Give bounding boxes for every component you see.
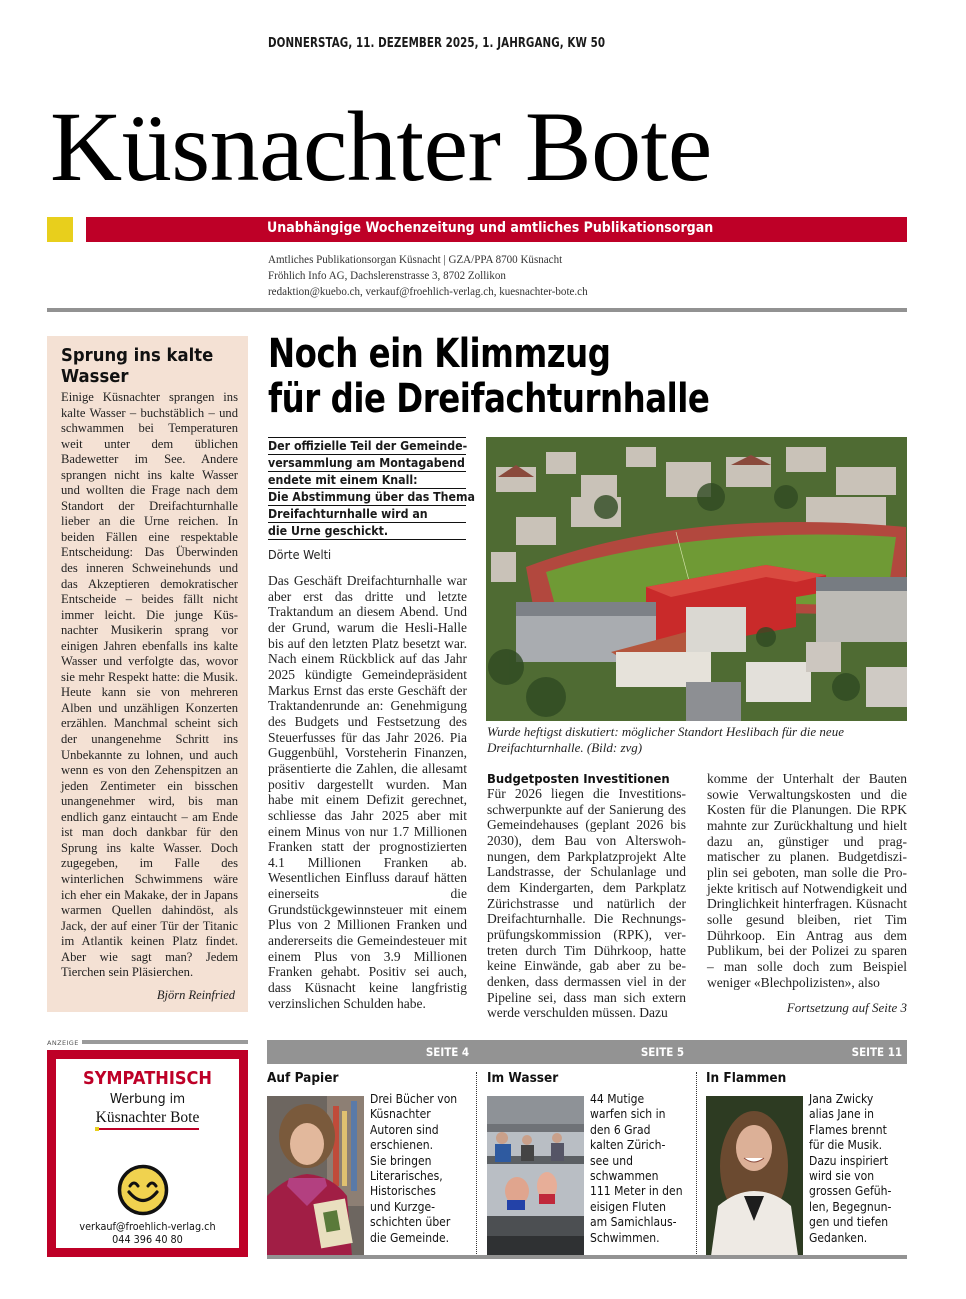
ad-contact (63, 1221, 231, 1246)
ad-subline: Werbung im (109, 1091, 186, 1107)
teaser-in-flammen[interactable] (706, 1070, 916, 1256)
teaser-title: In Flammen (706, 1070, 787, 1086)
teaser-bar (267, 1040, 907, 1064)
newspaper-title: Küsnachter Bote (50, 91, 712, 202)
sidebar-title: Sprung ins kalte Wasser (61, 346, 214, 387)
imprint-contacts[interactable]: redaktion@kuebo.ch, verkauf@froehlich-verlag.ch, kuesnachter-bote.ch (268, 284, 588, 298)
teaser-text: 44 Mutige warfen sich in den 6 Grad kalten Zürich- see und schwammen 111 Meter in den eisigen Fluten am Samichlaus- Schwimmen. (590, 1092, 683, 1245)
main-headline[interactable]: Noch ein Klimmzug für die Dreifachturnhalle (268, 331, 710, 422)
teaser-photo (706, 1096, 803, 1256)
teaser-divider (476, 1072, 477, 1256)
article-column-1: Das Geschäft Dreifachturnhalle war aber erst das dritte und letzte Traktandum an diesem Abend. Und der Grund, warum die Hesli-Halle bis auf den letzten Platz besetzt war. Nach einem Rückblick auf das Jahr 2025 kündigte Gemeindepräsident Markus Ernst das erste Geschäft der Traktandenrunde an: Genehmigung des Budgets und Festsetzung des Steuerfusses für das Jahr 2026. Pia Guggenbühl, Vorsteherin Finanzen, präsentierte die Zahlen, die allesamt positiv dargestellt wurden. Man habe mit einem Defizit gerechnet, schliesse das Jahr 2025 aber mit einem Minus von nur 1.7 Millionen Franken statt der prognostizierten 4.1 Millionen Franken ab. Wesentlichen Einfluss darauf hätten einerseits die Grundstückgewinnsteuer mit einem Plus von 2 Millionen Franken und andererseits die Gemeindesteuer mit einem Plus von 3.9 Millionen Franken gehabt. Positiv sei auch, dass Küsnacht keine langfristig verzinslichen Schulden habe. (268, 573, 467, 1011)
ad-brand-underline (97, 1128, 200, 1130)
advertisement[interactable] (47, 1050, 248, 1257)
teaser-auf-papier[interactable] (267, 1070, 477, 1256)
smiley-icon (117, 1164, 169, 1216)
lead-line: Der offizielle Teil der Gemeinde- (268, 439, 468, 453)
teaser-title: Im Wasser (487, 1070, 559, 1086)
portrait-jana-zwicky (706, 1096, 803, 1256)
teaser-photo (267, 1096, 364, 1256)
column-2-text: Für 2026 liegen die Investitionsschwerpunkte auf der Sanierung des Gemeindehauses (geplant 2026 bis 2030), dem Bau von Alterswohnungen, dem Parkplatzprojekt Alte Landstrasse, der Schulanlage und dem Kindergarten, dem Parkplatz Zürichstrasse und natürlich der Dreifachturnhalle. Die Rechnungsprüfungskommission (RPK), vertreten durch Tim Dührkoop, hatte keine Einwände, gab aber zu bedenken, dass dermassen viel in der Pipeline sei, dass man sich extern werde verschulden müssen. Dazu (487, 786, 686, 1021)
article-column-2 (487, 771, 686, 1021)
lead-line: endete mit einem Knall: (268, 471, 466, 488)
teaser-im-wasser[interactable] (487, 1070, 697, 1256)
lead-line: Die Abstimmung über das Thema (268, 490, 475, 504)
lead-line: Dreifachturnhalle wird an (268, 505, 466, 522)
dateline: DONNERSTAG, 11. DEZEMBER 2025, 1. JAHRGANG, KW 50 (268, 36, 606, 51)
teaser-title: Auf Papier (267, 1070, 339, 1086)
ad-brand-dot (95, 1127, 99, 1131)
masthead-rule (47, 308, 907, 312)
imprint (268, 251, 615, 299)
teaser-photo (487, 1096, 584, 1256)
page-ref-11[interactable]: SEITE 11 (851, 1045, 902, 1059)
ad-rule (82, 1040, 248, 1044)
aerial-photo-illustration (486, 437, 907, 721)
teaser-text: Drei Bücher von Küsnachter Autoren sind erschienen. Sie bringen Literarisches, Historisches und Kurzge- schichten über die Gemeinde. (370, 1092, 458, 1245)
lead-line: die Urne geschickt. (268, 522, 466, 540)
teaser-bottom-rule (267, 1255, 907, 1259)
teaser-divider (696, 1072, 697, 1256)
photo-swimmers-lake (487, 1096, 584, 1256)
sidebar-body: Einige Küsnachter sprangen ins kalte Wasser – buchstäblich – und schwammen bei Temperaturen weit unter dem üblichen Badewetter im See. Andere sprangen nicht ins kalte Wasser und wollten die Frage nach dem Standort der Dreifachturnhalle lieber an die Urne reichen. In beiden Fällen eine respektable Entscheidung: Das Überwinden des inneren Schweinehunds und das Akzeptieren demokratischer Entscheide – beides fällt nicht immer leicht. Die junge Küsnachter Musikerin sprang vor einigen Jahren ebenfalls ins kalte Wasser und verfolgte das, wovor sie mehr Respekt hatte: die Musik. Heute kann sie von mehreren Alben und unzähligen Konzerten erzählen. Manchmal scheint sich der unangenehme Schritt ins Unbekannte zu lohnen, und auch wenn es von den Zehenspitzen an jeden Zentimeter ein bisschen unangenehmer wird, bis man endlich ganz eintaucht – am Ende ist man doch dankbar für den Sprung ins kalte Wasser. Doch zugegeben, im Falle des winterlichen Schwimmens wäre ich eher ein Makake, der in Japans warmen Quellen dahindöst, als Jack, der auf einer Tür der Titanic im Atlantik keinen Platz findet. Aber wie sagt man? Jedem Tierchen sein Pläsierchen. (61, 390, 238, 980)
page-ref-5[interactable]: SEITE 5 (640, 1045, 684, 1059)
imprint-line: Fröhlich Info AG, Dachslerenstrasse 3, 8702 Zollikon (268, 268, 506, 282)
continuation-link[interactable]: Fortsetzung auf Seite 3 (786, 1000, 907, 1015)
imprint-line: Amtliches Publikationsorgan Küsnacht | GZA/PPA 8700 Küsnacht (268, 252, 563, 266)
tagline: Unabhängige Wochenzeitung und amtliches Publikationsorgan (267, 220, 714, 236)
portrait-woman-with-book (267, 1096, 364, 1256)
ad-brand: Küsnachter Bote (96, 1109, 200, 1127)
brand-yellow-square (47, 217, 73, 242)
article-lead (268, 437, 475, 540)
ad-label: ANZEIGE (47, 1039, 79, 1047)
article-column-3: komme der Unterhalt der Bauten sowie Verwaltungskosten und die Kosten für die Planungen. Die RPK mahnte zur Zurückhaltung und hielt dazu an, günstiger und pragmatischer zu planen. Budgetdisziplin sei geboten, man solle die Projekte kritisch auf Notwendigkeit und Dringlichkeit hinterfragen. Küsnacht solle gesund bleiben, riet Tim Dührkoop. Ein Antrag aus dem Publikum, bei der Polizei zu sparen – man solle doch zum Beispiel weniger «Blechpolizisten», also (707, 771, 907, 990)
sidebar-author: Björn Reinfried (156, 987, 235, 1002)
lead-line: versammlung am Montagabend (268, 456, 465, 470)
byline: Dörte Welti (268, 547, 332, 562)
photo-caption: Wurde heftigst diskutiert: möglicher Standort Heslibach für die neue Dreifachturnhalle. (Bild: zvg) (487, 724, 844, 755)
ad-email[interactable]: verkauf@froehlich-verlag.ch (79, 1221, 216, 1233)
subhead: Budgetposten Investitionen (487, 771, 670, 786)
tagline-bar (86, 217, 907, 242)
page-ref-4[interactable]: SEITE 4 (425, 1045, 469, 1059)
ad-headline: SYMPATHISCH (83, 1068, 212, 1089)
teaser-text: Jana Zwicky alias Jane in Flames brennt für die Musik. Dazu inspiriert wird sie von grossen Gefüh- len, Begegnun- gen und tiefen Gedanken. (809, 1092, 892, 1245)
sidebar-commentary (47, 336, 248, 1012)
article-photo[interactable] (486, 437, 907, 721)
ad-phone[interactable]: 044 396 40 80 (112, 1233, 183, 1246)
ad-content (56, 1059, 239, 1248)
